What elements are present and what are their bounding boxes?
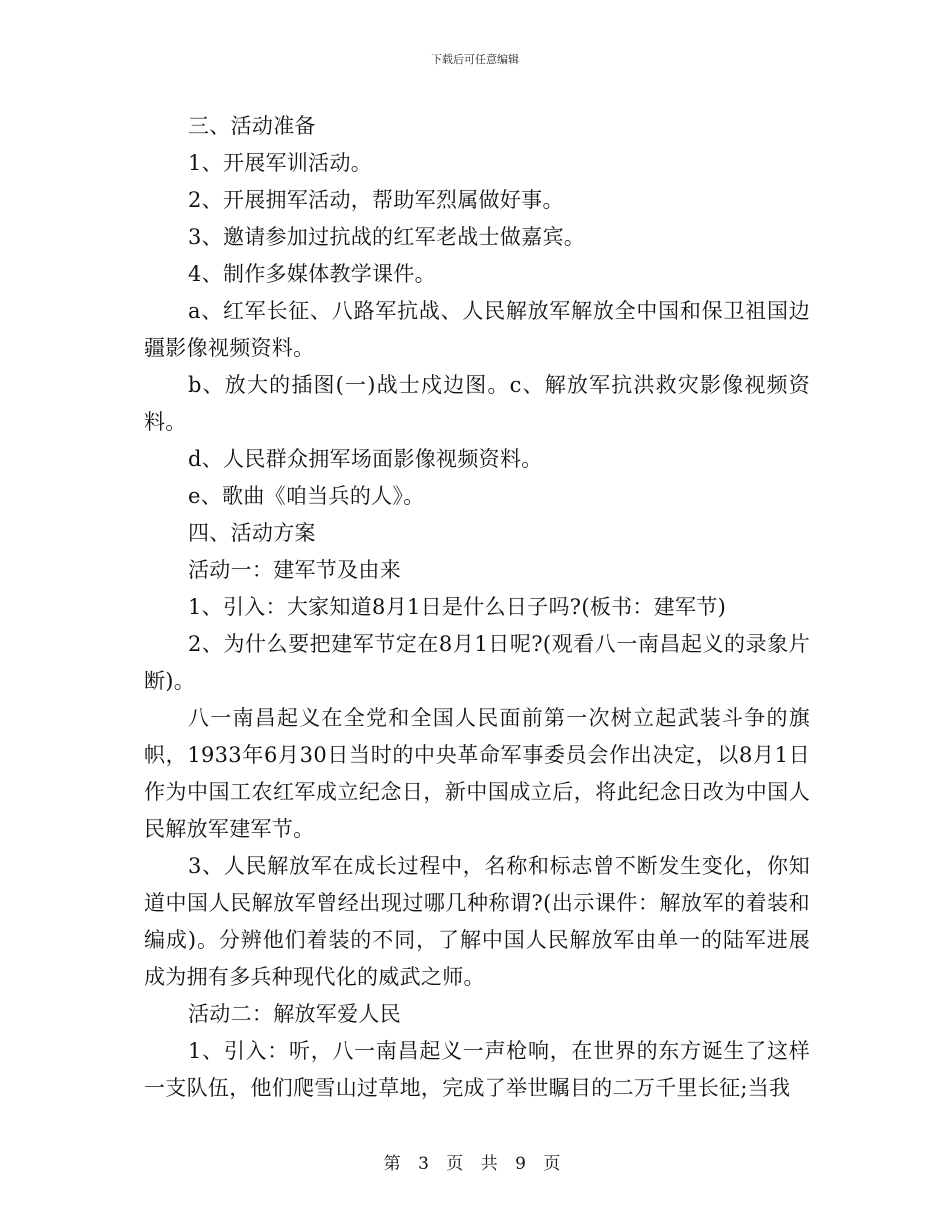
section-heading: 四、活动方案 [188, 521, 316, 545]
paragraph: 1、引入：大家知道8月1日是什么日子吗?(板书：建军节) [188, 595, 727, 619]
paragraph: 八一南昌起义在全党和全国人民面前第一次树立起武装斗争的旗帜，1933年6月30日当时的中央革命军事委员会作出决定，以8月1日作为中国工农红军成立纪念日，新中国成立后，将此纪念日改为中国人民解放军建军节。 [144, 706, 810, 841]
document-body [144, 108, 810, 1107]
paragraph: 4、制作多媒体教学课件。 [188, 262, 436, 286]
paragraph: 1、开展军训活动。 [188, 151, 373, 175]
paragraph: 2、开展拥军活动，帮助军烈属做好事。 [188, 188, 564, 212]
subsection-heading: 活动二：解放军爱人民 [188, 1002, 401, 1026]
paragraph: a、红军长征、八路军抗战、人民解放军解放全中国和保卫祖国边疆影像视频资料。 [144, 299, 810, 360]
subsection-heading: 活动一：建军节及由来 [188, 558, 401, 582]
paragraph: 2、为什么要把建军节定在8月1日呢?(观看八一南昌起义的录象片断)。 [144, 632, 810, 693]
paragraph: d、人民群众拥军场面影像视频资料。 [188, 447, 543, 471]
paragraph: 1、引入：听，八一南昌起义一声枪响，在世界的东方诞生了这样一支队伍，他们爬雪山过草地，完成了举世瞩目的二万千里长征;当我 [144, 1039, 810, 1100]
paragraph: 3、邀请参加过抗战的红军老战士做嘉宾。 [188, 225, 586, 249]
page-header: 下载后可任意编辑 [431, 53, 519, 66]
page-number-footer: 第 3 页 共 9 页 [383, 1154, 567, 1174]
paragraph: e、歌曲《咱当兵的人》。 [188, 484, 425, 508]
paragraph: b、放大的插图(一)战士戍边图。c、解放军抗洪救灾影像视频资料。 [144, 373, 810, 434]
paragraph: 三、活动准备 [188, 114, 316, 138]
paragraph: 3、人民解放军在成长过程中，名称和标志曾不断发生变化，你知道中国人民解放军曾经出现过哪几种称谓?(出示课件：解放军的着装和编成)。分辨他们着装的不同，了解中国人民解放军由单一的陆军进展成为拥有多兵种现代化的威武之师。 [144, 854, 810, 989]
